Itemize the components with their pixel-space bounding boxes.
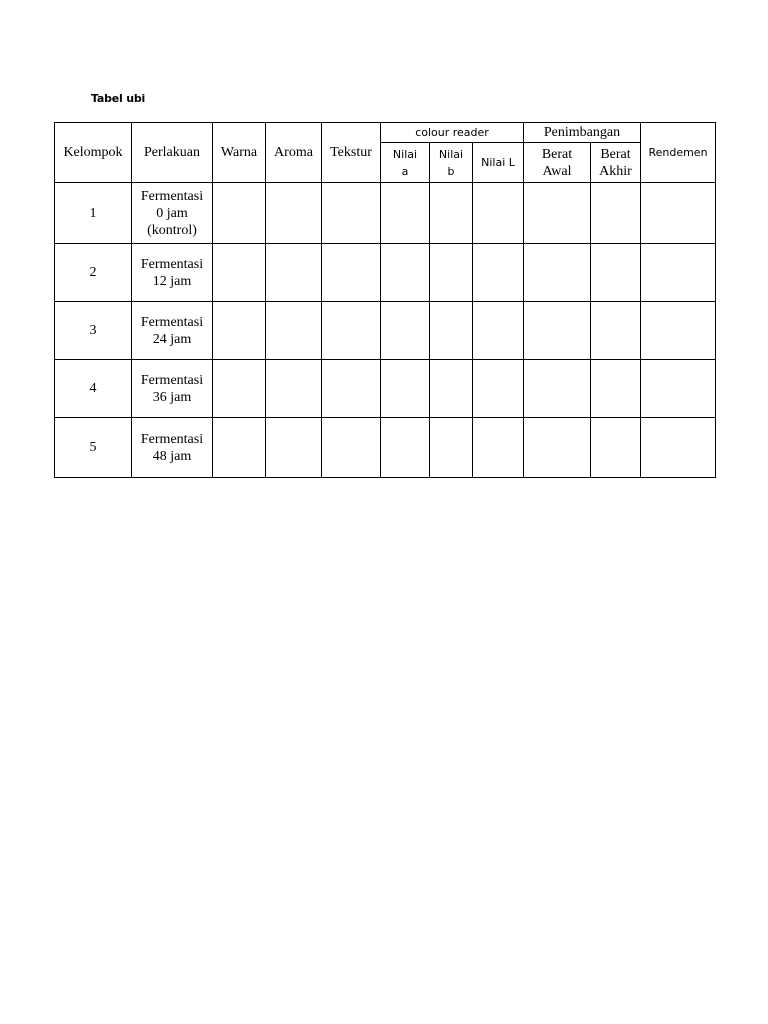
cell-tekstur <box>322 302 381 360</box>
table-row <box>55 244 716 302</box>
header-perlakuan-label: Perlakuan <box>144 145 200 160</box>
cell-nilai-a <box>381 244 430 302</box>
header-kelompok-label: Kelompok <box>63 145 123 160</box>
cell-warna <box>213 244 266 302</box>
cell-perlakuan <box>132 244 213 302</box>
header-rendemen-label: Rendemen <box>648 146 708 159</box>
header-rendemen <box>641 123 716 183</box>
header-berat-awal-label: Berat Awal <box>541 147 573 179</box>
header-perlakuan <box>132 123 213 183</box>
kelompok-value: 4 <box>89 381 97 396</box>
cell-berat-awal <box>524 244 591 302</box>
cell-warna <box>213 183 266 244</box>
kelompok-value: 1 <box>89 205 97 221</box>
cell-rendemen <box>641 183 716 244</box>
header-nilai-l <box>473 143 524 183</box>
cell-nilai-l <box>473 302 524 360</box>
header-nilai-l-label: Nilai L <box>481 156 515 169</box>
header-aroma-label: Aroma <box>274 145 313 160</box>
cell-warna <box>213 418 266 478</box>
cell-perlakuan <box>132 360 213 418</box>
header-tekstur <box>322 123 381 183</box>
header-berat-akhir-label: Berat Akhir <box>599 147 632 179</box>
cell-nilai-a <box>381 183 430 244</box>
kelompok-value: 5 <box>89 440 97 455</box>
header-penimbangan <box>524 123 641 143</box>
cell-kelompok <box>55 244 132 302</box>
table-row <box>55 360 716 418</box>
table-title: Tabel ubi <box>91 92 146 105</box>
header-colour-reader <box>381 123 524 143</box>
perlakuan-value: Fermentasi 12 jam <box>140 256 204 289</box>
header-kelompok <box>55 123 132 183</box>
cell-nilai-b <box>430 244 473 302</box>
cell-aroma <box>266 418 322 478</box>
cell-nilai-b <box>430 418 473 478</box>
cell-berat-awal <box>524 360 591 418</box>
cell-kelompok <box>55 418 132 478</box>
cell-warna <box>213 360 266 418</box>
data-table <box>54 122 716 478</box>
perlakuan-value: Fermentasi 36 jam <box>140 372 204 405</box>
cell-rendemen <box>641 244 716 302</box>
header-berat-akhir <box>591 143 641 183</box>
cell-kelompok <box>55 183 132 244</box>
cell-perlakuan <box>132 183 213 244</box>
cell-warna <box>213 302 266 360</box>
cell-nilai-l <box>473 183 524 244</box>
header-tekstur-label: Tekstur <box>330 145 372 160</box>
header-nilai-a <box>381 143 430 183</box>
cell-berat-awal <box>524 418 591 478</box>
header-nilai-b-label: Nilai b <box>438 148 464 178</box>
cell-aroma <box>266 302 322 360</box>
cell-rendemen <box>641 302 716 360</box>
cell-nilai-l <box>473 418 524 478</box>
cell-nilai-b <box>430 302 473 360</box>
perlakuan-value: Fermentasi 24 jam <box>140 314 204 347</box>
cell-rendemen <box>641 360 716 418</box>
table-row <box>55 418 716 478</box>
table-row <box>55 302 716 360</box>
perlakuan-value: Fermentasi 0 jam (kontrol) <box>140 188 204 238</box>
cell-berat-akhir <box>591 302 641 360</box>
table-row <box>55 183 716 244</box>
cell-berat-akhir <box>591 418 641 478</box>
cell-perlakuan <box>132 302 213 360</box>
cell-nilai-a <box>381 302 430 360</box>
cell-kelompok <box>55 302 132 360</box>
header-row-top <box>55 123 716 143</box>
cell-nilai-b <box>430 360 473 418</box>
cell-tekstur <box>322 183 381 244</box>
cell-nilai-b <box>430 183 473 244</box>
header-aroma <box>266 123 322 183</box>
cell-berat-awal <box>524 302 591 360</box>
cell-kelompok <box>55 360 132 418</box>
cell-aroma <box>266 183 322 244</box>
cell-berat-akhir <box>591 360 641 418</box>
header-nilai-b <box>430 143 473 183</box>
header-nilai-a-label: Nilai a <box>392 148 418 178</box>
cell-rendemen <box>641 418 716 478</box>
cell-nilai-a <box>381 418 430 478</box>
cell-perlakuan <box>132 418 213 478</box>
header-penimbangan-label: Penimbangan <box>543 125 621 140</box>
cell-tekstur <box>322 360 381 418</box>
cell-tekstur <box>322 418 381 478</box>
header-warna <box>213 123 266 183</box>
kelompok-value: 3 <box>89 323 97 338</box>
cell-berat-akhir <box>591 244 641 302</box>
cell-berat-awal <box>524 183 591 244</box>
cell-berat-akhir <box>591 183 641 244</box>
kelompok-value: 2 <box>89 265 97 280</box>
header-colour-reader-label: colour reader <box>415 126 489 139</box>
header-warna-label: Warna <box>220 145 258 160</box>
cell-tekstur <box>322 244 381 302</box>
perlakuan-value: Fermentasi 48 jam <box>140 431 204 464</box>
header-berat-awal <box>524 143 591 183</box>
cell-aroma <box>266 244 322 302</box>
cell-nilai-a <box>381 360 430 418</box>
cell-aroma <box>266 360 322 418</box>
cell-nilai-l <box>473 244 524 302</box>
cell-nilai-l <box>473 360 524 418</box>
